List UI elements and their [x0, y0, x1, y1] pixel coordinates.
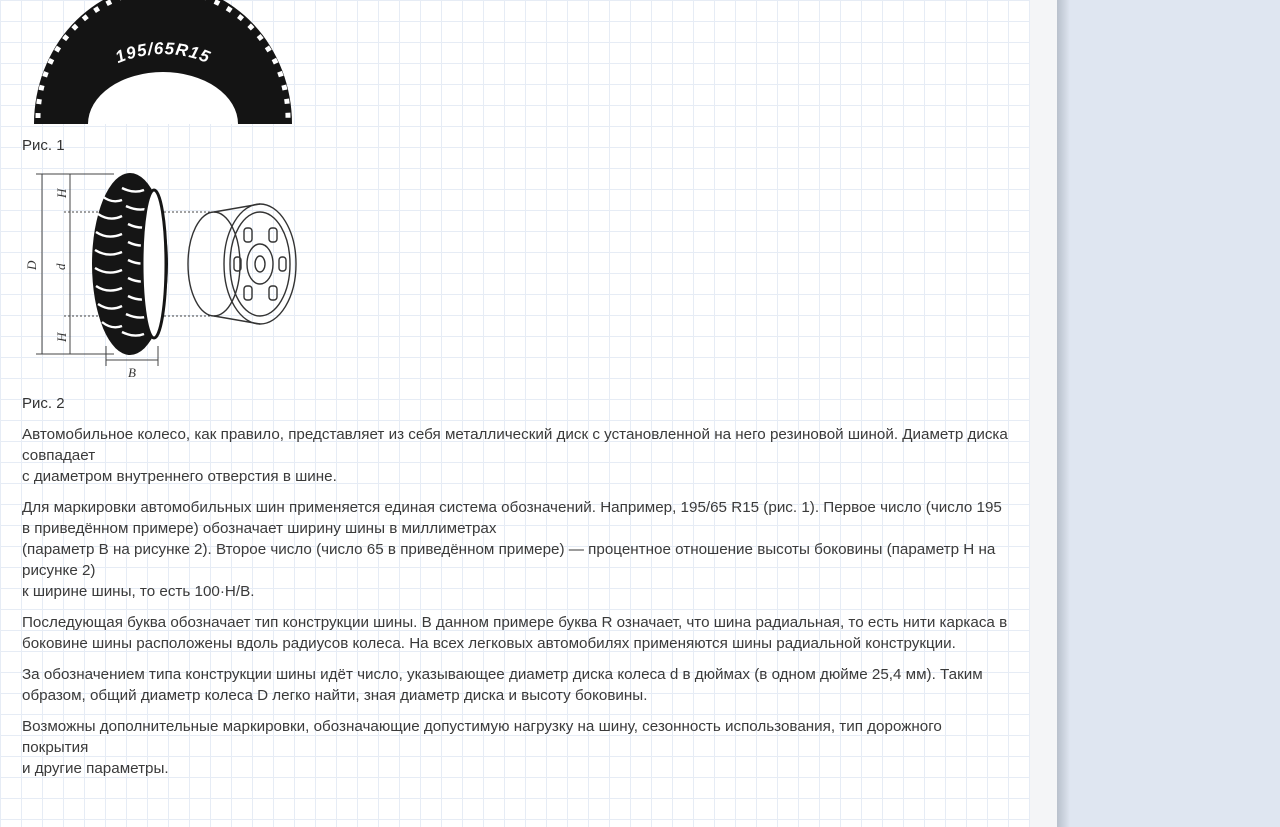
paragraph-rim-diameter: За обозначением типа конструкции шины идёт число, указывающее диаметр диска колеса d в дюймах (в одном дюйме 25,4 мм). Таким образом, общий диаметр колеса D легко найти, зная диаметр диска и высоту боковины. [22, 666, 983, 704]
label-h-top: H [54, 188, 69, 198]
scroll-area-shadow [1057, 0, 1070, 827]
label-B: B [128, 365, 136, 380]
wheel-rim [188, 204, 296, 324]
page-margin [1030, 0, 1057, 827]
label-d: d [53, 263, 68, 270]
label-h-bottom: H [54, 332, 69, 342]
tire-dimensions-figure [22, 166, 312, 384]
label-D: D [24, 260, 39, 270]
side-panel [1070, 0, 1280, 827]
paragraph-wheel-description: Автомобильное колесо, как правило, представляет из себя металлический диск с установленной на него резиновой шиной. Диаметр диска совпадает с диаметром внутреннего отверстия в шине. [22, 426, 1008, 485]
tire-marking-text: 195/65R15 [112, 38, 214, 68]
figure-2-caption: Рис. 2 [22, 395, 65, 412]
paragraph-construction-type: Последующая буква обозначает тип конструкции шины. В данном примере буква R означает, что шина радиальная, то есть нити каркаса в боковине шины расположены вдоль радиусов колеса. На всех легковых автомобилях применяются шины радиальной конструкции. [22, 614, 1008, 652]
article-text [22, 424, 1012, 789]
paragraph-marking-system: Для маркировки автомобильных шин применяется единая система обозначений. Например, 195/65 R15 (рис. 1). Первое число (число 195 в приведённом примере) обозначает ширину шины в миллиметрах (параметр B на рисунке 2). Второе число (число 65 в приведённом примере) — процентное отношение высоты боковины (параметр H на рисунке 2) к ширине шины, то есть 100·H/B. [22, 499, 1002, 600]
figure-1-caption: Рис. 1 [22, 137, 65, 154]
paragraph-extra-markings: Возможны дополнительные маркировки, обозначающие допустимую нагрузку на шину, сезонность использования, тип дорожного покрытия и другие параметры. [22, 718, 942, 777]
tire-marking-figure [28, 0, 298, 124]
